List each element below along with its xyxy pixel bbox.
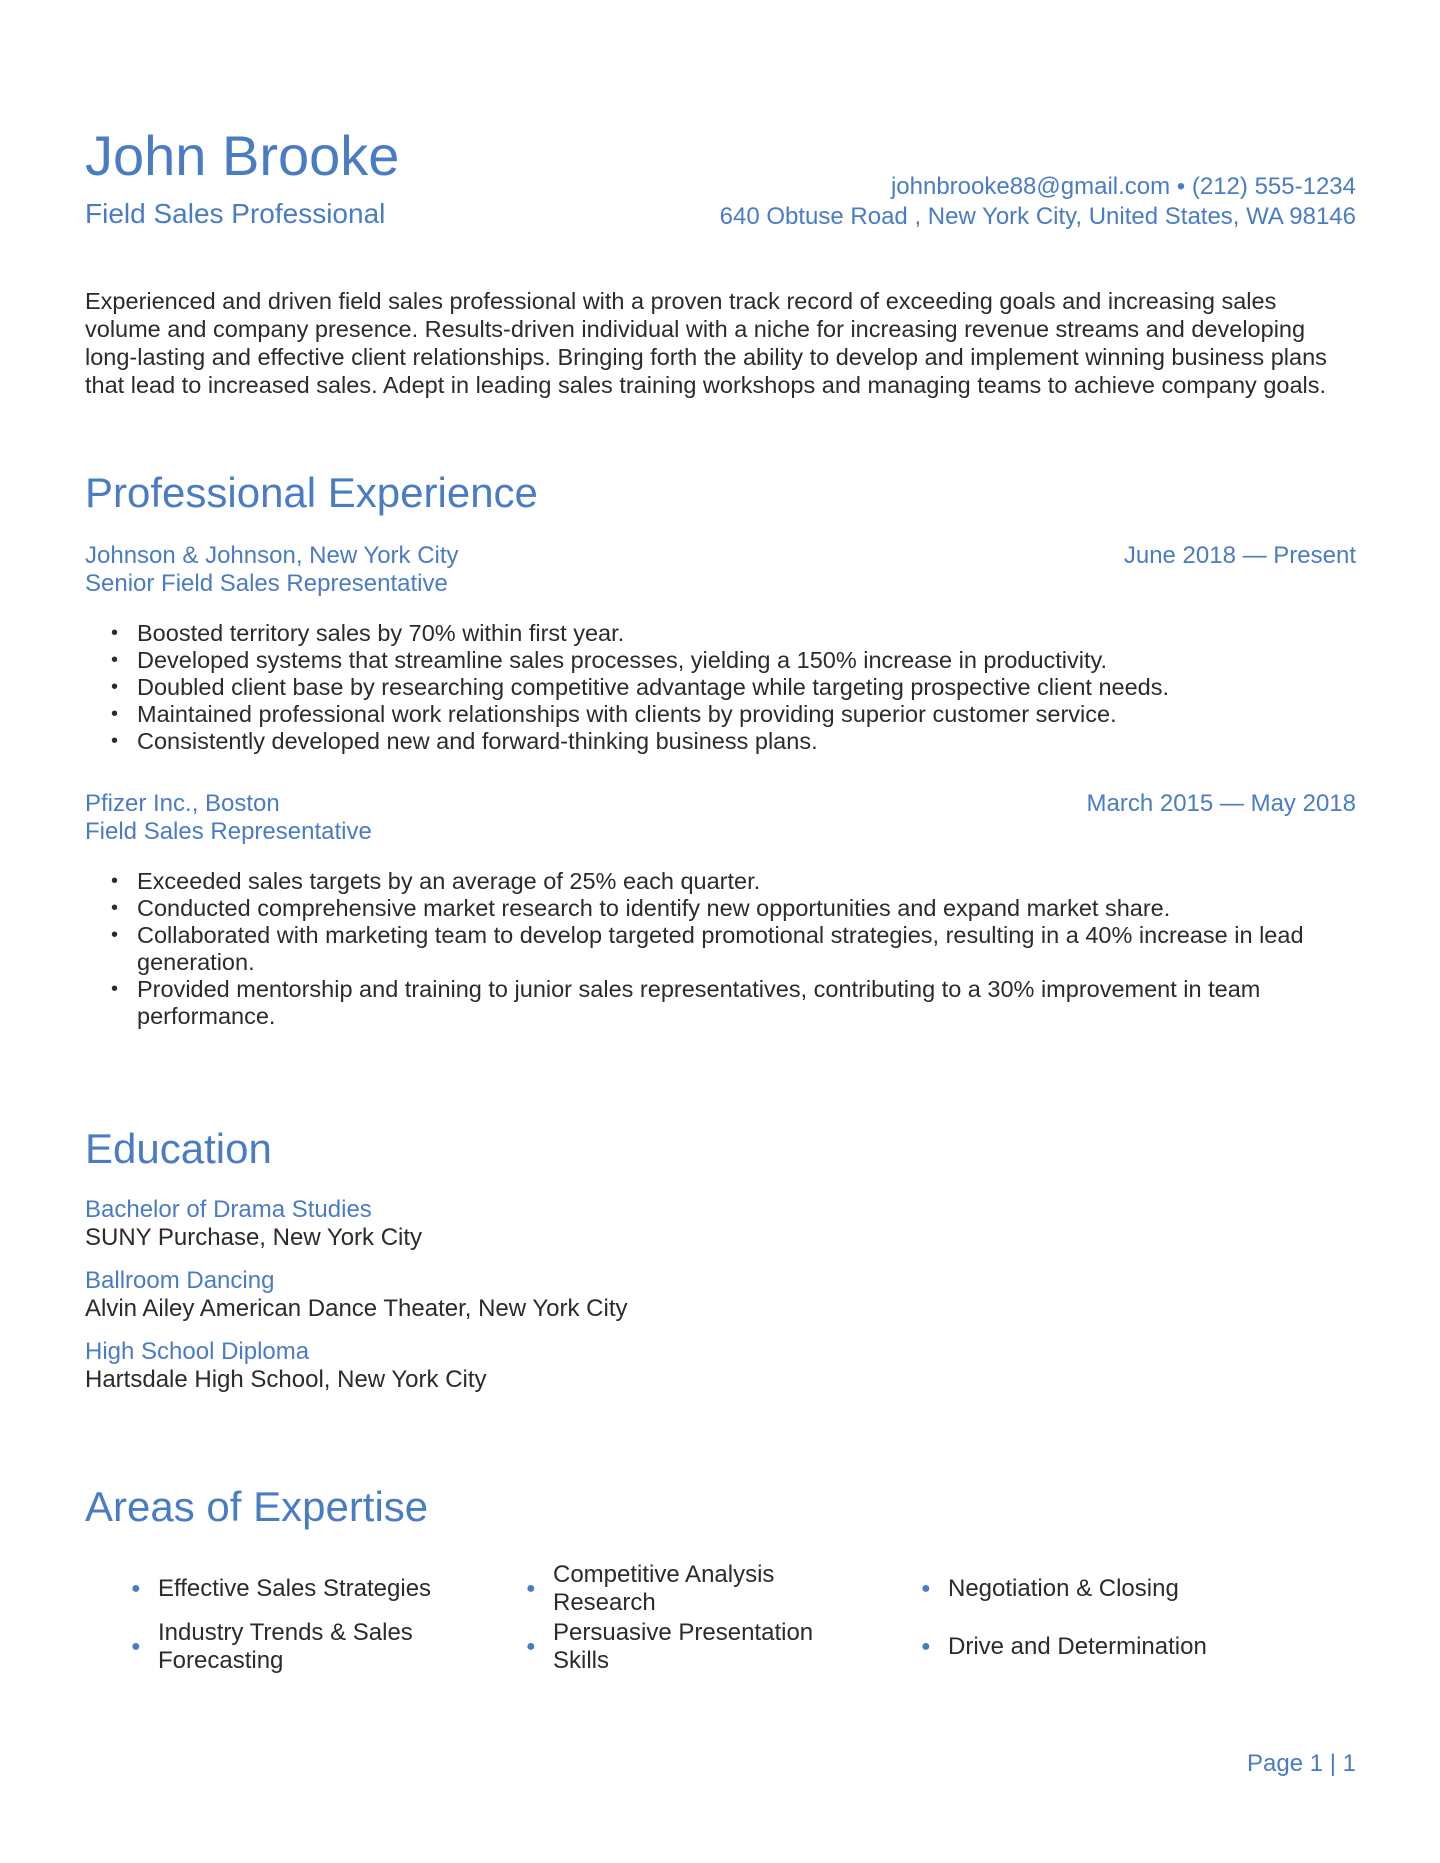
education-list — [85, 1196, 985, 1409]
bullet-icon: ● — [526, 1638, 536, 1655]
job-bullet: • Consistently developed new and forward-thinking business plans. — [137, 728, 1356, 755]
job-bullets — [85, 868, 1356, 1030]
job-dates: June 2018 — Present — [1123, 542, 1356, 569]
job-company: Pfizer Inc., Boston — [85, 790, 280, 817]
education-school: Alvin Ailey American Dance Theater, New York City — [85, 1295, 628, 1322]
candidate-role: Field Sales Professional — [85, 198, 386, 229]
bullet-icon: ● — [131, 1638, 141, 1655]
education-degree: High School Diploma — [85, 1338, 310, 1365]
expertise-list — [85, 1560, 1356, 1676]
contact-address: 640 Obtuse Road , New York City, United States, WA 98146 — [719, 203, 1356, 230]
bullet-icon: ● — [921, 1580, 931, 1597]
experience-section-title: Professional Experience — [85, 469, 538, 516]
expertise-label: Drive and Determination — [948, 1633, 1207, 1660]
expertise-label: Persuasive Presentation Skills — [553, 1619, 814, 1674]
job-bullet: • Developed systems that streamline sales processes, yielding a 150% increase in productivity. — [137, 647, 1356, 674]
expertise-item — [85, 1560, 480, 1618]
expertise-section-title: Areas of Expertise — [85, 1483, 429, 1530]
expertise-item — [875, 1560, 1270, 1618]
education-item — [85, 1338, 985, 1394]
job-bullet: • Conducted comprehensive market research to identify new opportunities and expand market share. — [137, 895, 1316, 922]
job-bullet: • Provided mentorship and training to junior sales representatives, contributing to a 30% improvement in team performance. — [137, 976, 1316, 1030]
job-bullet: • Collaborated with marketing team to develop targeted promotional strategies, resulting in a 40% increase in lead generation. — [137, 922, 1316, 976]
job-dates: March 2015 — May 2018 — [1086, 790, 1356, 817]
expertise-item — [480, 1618, 875, 1676]
education-section-title: Education — [85, 1125, 272, 1172]
expertise-label: Industry Trends & Sales Forecasting — [158, 1619, 413, 1674]
page-number: Page 1 | 1 — [1247, 1750, 1356, 1777]
contact-email-phone: johnbrooke88@gmail.com • (212) 555-1234 — [890, 173, 1356, 200]
resume-header — [85, 122, 1356, 242]
job-bullet: • Doubled client base by researching competitive advantage while targeting prospective client needs. — [137, 674, 1356, 701]
job-bullet: • Maintained professional work relationships with clients by providing superior customer service. — [137, 701, 1356, 728]
job-company: Johnson & Johnson, New York City — [85, 542, 459, 569]
job-entry — [85, 790, 1356, 1030]
education-degree: Bachelor of Drama Studies — [85, 1196, 372, 1223]
job-bullets — [85, 620, 1356, 755]
expertise-label: Competitive Analysis Research — [553, 1561, 775, 1616]
education-item — [85, 1196, 985, 1252]
job-title: Field Sales Representative — [85, 818, 372, 845]
expertise-label: Negotiation & Closing — [948, 1575, 1179, 1602]
job-bullet: • Exceeded sales targets by an average of 25% each quarter. — [137, 868, 1316, 895]
contact-info — [720, 172, 1356, 232]
bullet-icon: ● — [526, 1580, 536, 1597]
education-degree: Ballroom Dancing — [85, 1267, 275, 1294]
expertise-item — [480, 1560, 875, 1618]
bullet-icon: ● — [921, 1638, 931, 1655]
education-item — [85, 1267, 985, 1323]
job-title: Senior Field Sales Representative — [85, 570, 448, 597]
expertise-item — [85, 1618, 480, 1676]
job-entry — [85, 542, 1356, 755]
expertise-item — [875, 1618, 1270, 1676]
bullet-icon: ● — [131, 1580, 141, 1597]
resume-page — [85, 0, 1356, 1863]
education-school: SUNY Purchase, New York City — [85, 1224, 423, 1251]
education-school: Hartsdale High School, New York City — [85, 1366, 487, 1393]
job-bullet: • Boosted territory sales by 70% within first year. — [137, 620, 1356, 647]
expertise-label: Effective Sales Strategies — [158, 1575, 432, 1602]
professional-summary: Experienced and driven field sales professional with a proven track record of exceeding goals and increasing sales volume and company presence. Results-driven individual with a niche for increasing revenue streams and developing long-lasting and effective client relationships. Bringing forth the ability to develop and implement winning business plans that lead to increased sales. Adept in leading sales training workshops and managing teams to achieve company goals. — [85, 288, 1327, 398]
candidate-name: John Brooke — [85, 124, 400, 187]
